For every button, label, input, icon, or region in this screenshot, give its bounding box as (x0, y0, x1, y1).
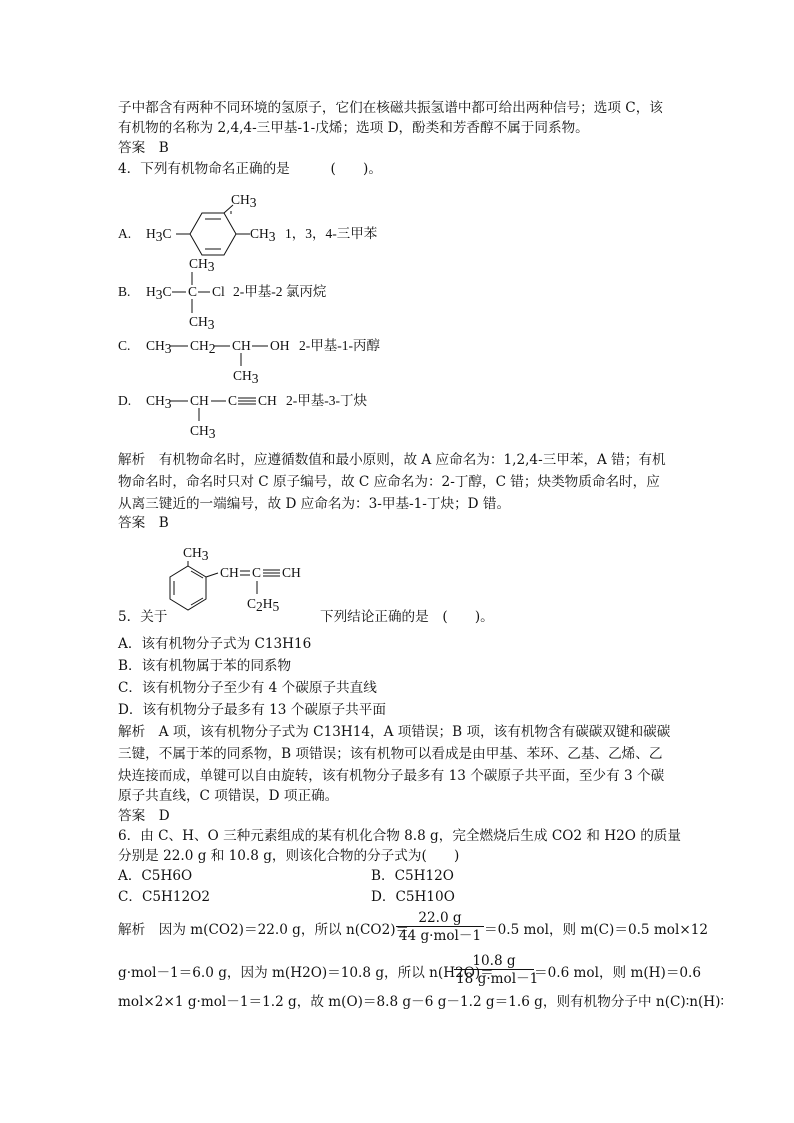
svg-text:CH: CH (190, 393, 209, 408)
q4-analysis-2: 物命名时，命名时只对 C 原子编号，故 C 应命名为：2-丁醇，C 错；炔类物质命名时，应 (118, 474, 660, 490)
q6-fraction-2-denominator: 18 g·mol－1 (456, 971, 539, 987)
svg-text:C: C (228, 393, 238, 408)
q5-option-d: D．该有机物分子最多有 13 个碳原子共平面 (118, 702, 386, 718)
q6-fraction-1 (396, 910, 484, 945)
q4-b-name: 2-甲基-2 氯丙烷 (233, 284, 327, 299)
svg-text:H3C: H3C (146, 284, 172, 302)
q4-analysis-1: 解析 有机物命名时，应遵循数值和最小原则，故 A 应命名为：1,2,4-三甲苯，A 错；有机 (118, 452, 666, 468)
q5-stem-prefix: 5．关于 (118, 609, 168, 625)
q6-stem-2: 分别是 22.0 g 和 10.8 g，则该化合物的分子式为( ) (118, 848, 460, 864)
q5-analysis-2: 三键，不属于苯的同系物，B 项错误；该有机物可以看成是由甲基、苯环、乙基、乙烯、乙 (118, 746, 663, 762)
intro-answer: 答案 B (118, 140, 169, 156)
q6-calc-1-post: ＝0.5 mol，则 m(C)＝0.5 mol×12 (484, 922, 709, 938)
svg-text:C: C (188, 284, 198, 299)
q6-calc-2-pre: g·mol－1＝6.0 g，因为 m(H2O)＝10.8 g，所以 n(H2O)＝ (118, 965, 494, 981)
q4-stem: 4．下列有机物命名正确的是 ( )。 (118, 161, 382, 177)
svg-text:CH3: CH3 (233, 368, 259, 386)
svg-text:CH2: CH2 (190, 338, 216, 356)
svg-text:CH3: CH3 (189, 314, 215, 332)
svg-text:CH: CH (258, 393, 277, 408)
svg-text:CH: CH (282, 565, 301, 580)
q6-fraction-1-numerator: 22.0 g (396, 910, 484, 927)
q5-option-b: B．该有机物属于苯的同系物 (118, 658, 292, 674)
q6-calc-3: mol×2×1 g·mol－1＝1.2 g，故 m(O)＝8.8 g－6 g－1.2 g＝1.6 g，则有机物分子中 n(C)∶n(H)∶ (118, 994, 724, 1010)
q4-d-name: 2-甲基-3-丁炔 (286, 393, 367, 408)
q4-a-name: 1，3，4-三甲苯 (285, 226, 378, 241)
svg-text:Cl: Cl (212, 284, 225, 299)
q4-c-letter: C. (118, 338, 131, 353)
svg-text:OH: OH (270, 338, 290, 353)
q4-d-letter: D. (118, 393, 132, 408)
q4-analysis-3: 从离三键近的一端编号，故 D 应命名为：3-甲基-1-丁炔；D 错。 (118, 496, 511, 512)
q5-structure (170, 545, 301, 614)
q6-calc-2-post: ＝0.6 mol，则 m(H)＝0.6 (534, 965, 702, 981)
q6-fraction-2-numerator: 10.8 g (454, 953, 534, 970)
q6-option-c: C．C5H12O2 (118, 889, 210, 905)
q6-fraction-1-denominator: 44 g·mol－1 (398, 928, 482, 944)
svg-text:CH3: CH3 (189, 256, 215, 274)
q6-option-d: D．C5H10O (371, 889, 455, 905)
q4-answer: 答案 B (118, 515, 169, 531)
q6-stem-1: 6．由 C、H、O 三种元素组成的某有机化合物 8.8 g，完全燃烧后生成 CO2 和 H2O 的质量 (118, 828, 681, 844)
svg-text:C: C (252, 565, 262, 580)
q4-c-structure (118, 338, 380, 386)
q5-analysis-3: 炔连接而成，单键可以自由旋转，该有机物分子最多有 13 个碳原子共平面，至少有 3 个碳 (118, 768, 665, 784)
q4-a-structure (118, 192, 378, 255)
q6-option-a: A．C5H6O (118, 868, 193, 884)
q5-analysis-4: 原子共直线，C 项错误，D 项正确。 (118, 788, 339, 804)
q6-option-b: B．C5H12O (371, 868, 454, 884)
ch3-top: CH3 (231, 192, 257, 210)
svg-text:CH: CH (220, 565, 239, 580)
svg-text:CH: CH (232, 338, 251, 353)
q5-stem-suffix: 下列结论正确的是 ( )。 (320, 609, 494, 625)
svg-text:C2H5: C2H5 (247, 596, 280, 614)
q6-calc-1-pre: 解析 因为 m(CO2)＝22.0 g，所以 n(CO2)＝ (118, 922, 410, 938)
svg-text:CH3: CH3 (183, 545, 209, 563)
q5-answer: 答案 D (118, 808, 170, 824)
intro-line-1: 子中都含有两种不同环境的氢原子，它们在核磁共振氢谱中都可给出两种信号；选项 C，该 (118, 100, 663, 116)
q5-option-c: C．该有机物分子至少有 4 个碳原子共直线 (118, 680, 377, 696)
q6-fraction-2 (454, 953, 539, 988)
q5-analysis-1: 解析 A 项，该有机物分子式为 C13H14，A 项错误；B 项，该有机物含有碳碳双键和碳碳 (118, 724, 671, 740)
q4-b-letter: B. (118, 284, 131, 299)
q4-b-structure (118, 256, 327, 332)
q4-c-name: 2-甲基-1-丙醇 (299, 338, 380, 353)
svg-text:CH3: CH3 (190, 423, 216, 441)
q4-a-letter: A. (118, 226, 132, 241)
q5-option-a: A．该有机物分子式为 C13H16 (118, 636, 312, 652)
intro-line-2: 有机物的名称为 2,4,4-三甲基-1-戊烯；选项 D，酚类和芳香醇不属于同系物。 (118, 120, 589, 136)
svg-text:CH3: CH3 (146, 393, 172, 411)
q4-d-structure (118, 392, 367, 441)
ch3-right: CH3 (250, 226, 276, 244)
svg-text:CH3: CH3 (146, 338, 172, 356)
h3c-label: H3C (146, 226, 172, 244)
